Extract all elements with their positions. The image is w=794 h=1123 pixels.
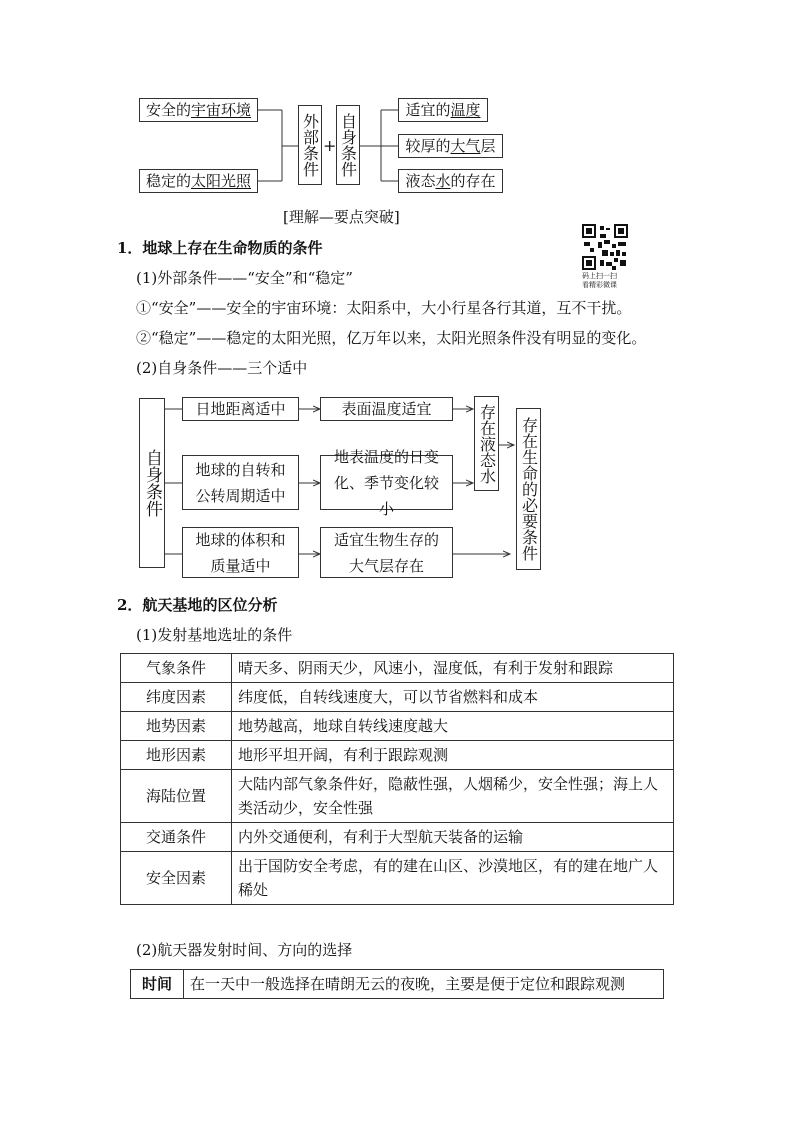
- cause-distance: 日地距离适中: [182, 397, 299, 421]
- underline-sunlight: 太阳光照: [191, 172, 252, 190]
- point1-line2: ②“稳定”——稳定的太阳光照，亿万年以来，太阳光照条件没有明显的变化。: [136, 329, 647, 347]
- launch-time-table: [130, 969, 664, 999]
- section-heading: [理解—要点突破]: [283, 208, 400, 226]
- table-row: 地势因素 地势越高，地球自转线速度越大: [121, 712, 674, 741]
- point1-sub2: (2)自身条件——三个适中: [136, 359, 308, 377]
- box-stable-sunlight: 稳定的 太阳光照: [139, 169, 258, 193]
- point1-title: 1．地球上存在生命物质的条件: [117, 239, 323, 257]
- box-life-necessary: 存在生命的必要条件: [516, 408, 541, 570]
- box-liquid-water: 存在液态水: [474, 396, 499, 491]
- point2-sub1: (1)发射基地选址的条件: [136, 626, 293, 644]
- table-row: 交通条件 内外交通便利，有利于大型航天装备的运输: [121, 823, 674, 852]
- box-self-conditions: 自身条件: [336, 105, 360, 185]
- table-row: 海陆位置 大陆内部气象条件好，隐蔽性强，人烟稀少，安全性强；海上人类活动少，安全性强: [121, 770, 674, 823]
- point2-title: 2．航天基地的区位分析: [117, 596, 278, 614]
- underline-universe: 宇宙环境: [191, 101, 252, 119]
- table-row: 安全因素 出于国防安全考虑，有的建在山区、沙漠地区，有的建在地广人稀处: [121, 852, 674, 905]
- box-thick-atmosphere: 较厚的 大气 层: [398, 134, 503, 158]
- box-self-label: 自身条件: [139, 398, 165, 568]
- box-liquid-water: 液态 水 的存在: [398, 169, 503, 193]
- table-row: 时间 在一天中一般选择在晴朗无云的夜晚，主要是便于定位和跟踪观测: [131, 970, 664, 999]
- effect-atmosphere: 适宜生物生存的大气层存在: [320, 527, 453, 578]
- point2-sub2: (2)航天器发射时间、方向的选择: [136, 941, 353, 959]
- qr-caption-2: 看精彩微课: [582, 281, 617, 289]
- qr-caption-1: 码上扫一扫: [582, 272, 617, 280]
- plus-sign: +: [323, 136, 337, 155]
- box-suitable-temperature: 适宜的 温度: [398, 98, 488, 122]
- table-row: 气象条件 晴天多、阴雨天少，风速小，湿度低，有利于发射和跟踪: [121, 654, 674, 683]
- table-row: 地形因素 地形平坦开阔，有利于跟踪观测: [121, 741, 674, 770]
- table-row: 纬度因素 纬度低，自转线速度大，可以节省燃料和成本: [121, 683, 674, 712]
- point1-line1: ①“安全”——安全的宇宙环境：太阳系中，大小行星各行其道，互不干扰。: [136, 299, 632, 317]
- box-external-conditions: 外部条件: [298, 105, 322, 185]
- effect-temperature: 表面温度适宜: [320, 397, 453, 421]
- point1-sub1: (1)外部条件——“安全”和“稳定”: [136, 269, 353, 287]
- launch-site-table: [120, 653, 674, 905]
- cause-volume-mass: 地球的体积和质量适中: [182, 527, 299, 578]
- cause-rotation: 地球的自转和公转周期适中: [182, 455, 299, 510]
- effect-temp-variation: 地表温度的日变化、季节变化较小: [320, 455, 453, 510]
- box-safe-universe: 安全的 宇宙环境: [139, 98, 258, 122]
